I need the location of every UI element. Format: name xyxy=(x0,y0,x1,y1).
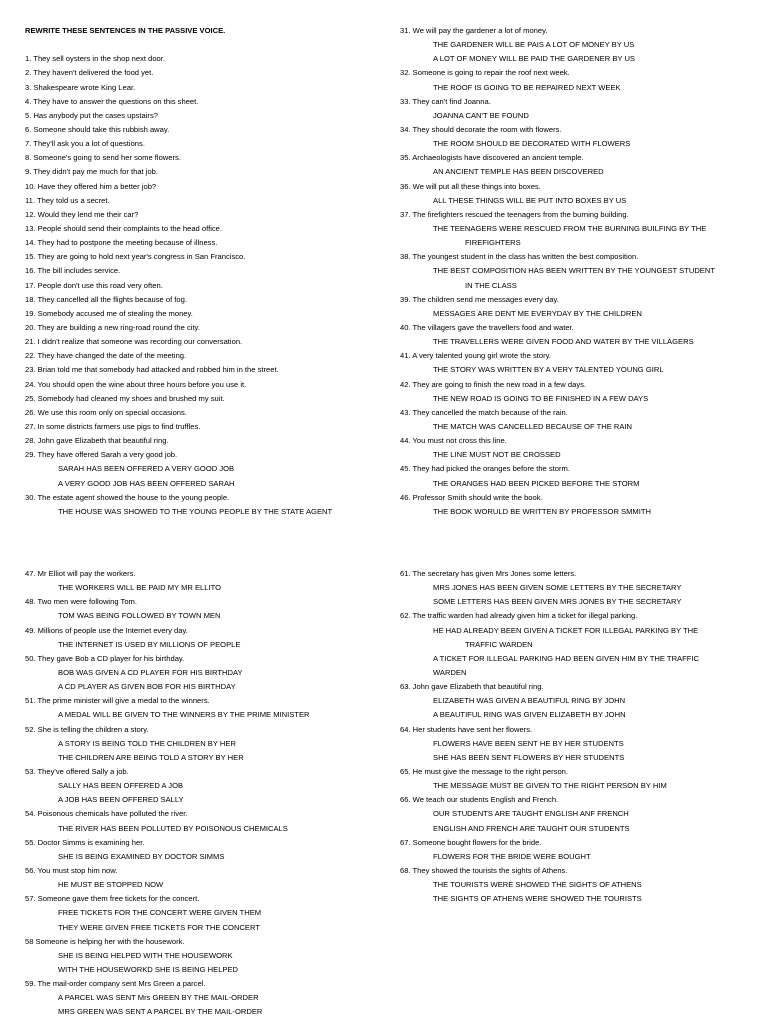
exercise-sentence: 23. Brian told me that somebody had attacked and robbed him in the street. xyxy=(25,365,279,375)
answer-line: A CD PLAYER AS GIVEN BOB FOR HIS BIRTHDAY xyxy=(58,682,236,692)
exercise-sentence: 22. They have changed the date of the meeting. xyxy=(25,351,187,361)
answer-line: MESSAGES ARE DENT ME EVERYDAY BY THE CHILDREN xyxy=(433,308,642,318)
answer-line: THE SIGHTS OF ATHENS WERE SHOWED THE TOURISTS xyxy=(433,894,642,904)
exercise-sentence: 50. They gave Bob a CD player for his birthday. xyxy=(25,653,185,663)
answer-line: SHE IS BEING HELPED WITH THE HOUSEWORK xyxy=(58,950,233,960)
exercise-sentence: 19. Somebody accused me of stealing the money. xyxy=(25,308,193,318)
answer-line: ELIZABETH WAS GIVEN A BEAUTIFUL RING BY JOHN xyxy=(433,696,626,706)
answer-line: THE ROOM SHOULD BE DECORATED WITH FLOWERS xyxy=(433,139,631,149)
exercise-sentence: 63. John gave Elizabeth that beautiful ring. xyxy=(400,682,544,692)
exercise-sentence: 67. Someone bought flowers for the bride. xyxy=(400,837,542,847)
answer-line: A MEDAL WILL BE GIVEN TO THE WINNERS BY THE PRIME MINISTER xyxy=(58,710,310,720)
exercise-sentence: 53. They've offered Sally a job. xyxy=(25,766,129,776)
answer-line: THE HOUSE WAS SHOWED TO THE YOUNG PEOPLE BY THE STATE AGENT xyxy=(58,506,333,516)
exercise-sentence: 34. They should decorate the room with flowers. xyxy=(400,124,562,134)
exercise-sentence: 44. You must not cross this line. xyxy=(400,436,507,446)
exercise-sentence: 14. They had to postpone the meeting because of illness. xyxy=(25,238,218,248)
page1-left-list xyxy=(25,52,375,519)
exercise-sentence: 28. John gave Elizabeth that beautiful ring. xyxy=(25,436,169,446)
answer-line: AN ANCIENT TEMPLE HAS BEEN DISCOVERED xyxy=(433,167,604,177)
answer-line: THE TOURISTS WERE SHOWED THE SIGHTS OF ATHENS xyxy=(433,880,642,890)
answer-line: THE ORANGES HAD BEEN PICKED BEFORE THE STORM xyxy=(433,478,640,488)
answer-line: A LOT OF MONEY WILL BE PAID THE GARDENER BY US xyxy=(433,54,635,64)
exercise-sentence: 43. They cancelled the match because of the rain. xyxy=(400,407,568,417)
exercise-sentence: 52. She is telling the children a story. xyxy=(25,724,149,734)
exercise-sentence: 18. They cancelled all the flights because of fog. xyxy=(25,294,187,304)
exercise-sentence: 42. They are going to finish the new road in a few days. xyxy=(400,379,587,389)
exercise-sentence: 59. The mail-order company sent Mrs Green a parcel. xyxy=(25,979,206,989)
answer-line: A TICKET FOR ILLEGAL PARKING HAD BEEN GIVEN HIM BY THE TRAFFIC xyxy=(433,653,699,663)
exercise-sentence: 55. Doctor Simms is examining her. xyxy=(25,837,145,847)
exercise-sentence: 27. In some districts farmers use pigs to find truffles. xyxy=(25,421,201,431)
answer-line: THE NEW ROAD IS GOING TO BE FINISHED IN A FEW DAYS xyxy=(433,393,649,403)
exercise-sentence: 17. People don't use this road very often. xyxy=(25,280,163,290)
exercise-sentence: 61. The secretary has given Mrs Jones some letters. xyxy=(400,569,577,578)
answer-line: THE ROOF IS GOING TO BE REPAIRED NEXT WEEK xyxy=(433,82,621,92)
exercise-sentence: 65. He must give the message to the right person. xyxy=(400,766,568,776)
exercise-sentence: 9. They didn't pay me much for that job. xyxy=(25,167,159,177)
answer-line: THE INTERNET IS USED BY MILLIONS OF PEOPLE xyxy=(58,639,241,649)
answer-line: A PARCEL WAS SENT Mrs GREEN BY THE MAIL-ORDER xyxy=(58,993,259,1003)
exercise-sentence: 31. We will pay the gardener a lot of money. xyxy=(400,26,548,35)
answer-line: THE BOOK WORULD BE WRITTEN BY PROFESSOR SMMITH xyxy=(433,506,651,516)
exercise-sentence: 36. We will put all these things into boxes. xyxy=(400,181,541,191)
answer-line: THE LINE MUST NOT BE CROSSED xyxy=(433,450,561,460)
exercise-sentence: 4. They have to answer the questions on this sheet. xyxy=(25,96,199,106)
page1-right-column xyxy=(400,24,740,519)
exercise-sentence: 24. You should open the wine about three hours before you use it. xyxy=(25,379,247,389)
exercise-sentence: 1. They sell oysters in the shop next door. xyxy=(25,54,166,64)
exercise-sentence: 47. Mr Elliot will pay the workers. xyxy=(25,569,136,578)
answer-line: OUR STUDENTS ARE TAUGHT ENGLISH ANF FRENCH xyxy=(433,809,629,819)
exercise-sentence: 49. Millions of people use the Internet every day. xyxy=(25,625,188,635)
answer-line: SARAH HAS BEEN OFFERED A VERY GOOD JOB xyxy=(58,464,235,474)
answer-line: SOME LETTERS HAS BEEN GIVEN MRS JONES BY THE SECRETARY xyxy=(433,597,682,607)
answer-line: WARDEN xyxy=(433,667,467,677)
page2-right-column xyxy=(400,567,740,906)
answer-line: IN THE CLASS xyxy=(465,280,517,290)
exercise-sentence: 39. The children send me messages every day. xyxy=(400,294,559,304)
answer-line: FREE TICKETS FOR THE CONCERT WERE GIVEN THEM xyxy=(58,908,262,918)
spacer xyxy=(25,38,375,52)
exercise-sentence: 5. Has anybody put the cases upstairs? xyxy=(25,110,158,120)
exercise-sentence: 32. Someone is going to repair the roof next week. xyxy=(400,68,570,78)
answer-line: MRS JONES HAS BEEN GIVEN SOME LETTERS BY THE SECRETARY xyxy=(433,583,682,593)
exercise-sentence: 10. Have they offered him a better job? xyxy=(25,181,157,191)
exercise-sentence: 40. The villagers gave the travellers food and water. xyxy=(400,322,574,332)
answer-line: THE CHILDREN ARE BEING TOLD A STORY BY HER xyxy=(58,752,244,762)
answer-line: SALLY HAS BEEN OFFERED A JOB xyxy=(58,781,184,791)
answer-line: WITH THE HOUSEWORKD SHE IS BEING HELPED xyxy=(58,964,239,974)
answer-line: ENGLISH AND FRENCH ARE TAUGHT OUR STUDENTS xyxy=(433,823,630,833)
exercise-sentence: 20. They are building a new ring-road round the city. xyxy=(25,322,200,332)
page2-left-list xyxy=(25,567,375,1020)
answer-line: THEY WERE GIVEN FREE TICKETS FOR THE CONCERT xyxy=(58,922,260,932)
page2-right-list xyxy=(400,567,740,906)
answer-line: A VERY GOOD JOB HAS BEEN OFFERED SARAH xyxy=(58,478,235,488)
answer-line: THE MATCH WAS CANCELLED BECAUSE OF THE RAIN xyxy=(433,421,633,431)
exercise-sentence: 16. The bill includes service. xyxy=(25,266,121,276)
answer-line: MRS GREEN WAS SENT A PARCEL BY THE MAIL-ORDER xyxy=(58,1007,263,1017)
answer-line: TRAFFIC WARDEN xyxy=(465,639,533,649)
exercise-sentence: 46. Professor Smith should write the book. xyxy=(400,492,543,502)
exercise-sentence: 64. Her students have sent her flowers. xyxy=(400,724,533,734)
answer-line: JOANNA CAN'T BE FOUND xyxy=(433,110,529,120)
answer-line: FIREFIGHTERS xyxy=(465,238,521,248)
answer-line: SHE HAS BEEN SENT FLOWERS BY HER STUDENTS xyxy=(433,752,625,762)
exercise-sentence: 30. The estate agent showed the house to the young people. xyxy=(25,492,230,502)
exercise-sentence: 26. We use this room only on special occasions. xyxy=(25,407,187,417)
exercise-sentence: 56. You must stop him now. xyxy=(25,865,118,875)
exercise-sentence: 21. I didn't realize that someone was recording our conversation. xyxy=(25,337,243,347)
exercise-sentence: 38. The youngest student in the class has written the best composition. xyxy=(400,252,639,262)
answer-line: A STORY IS BEING TOLD THE CHILDREN BY HER xyxy=(58,738,236,748)
exercise-sentence: 48. Two men were following Tom. xyxy=(25,597,137,607)
exercise-sentence: 41. A very talented young girl wrote the story. xyxy=(400,351,551,361)
answer-line: THE BEST COMPOSITION HAS BEEN WRITTEN BY THE YOUNGEST STUDENT xyxy=(433,266,715,276)
page2-left-column xyxy=(25,567,375,1020)
answer-line: FLOWERS FOR THE BRIDE WERE BOUGHT xyxy=(433,851,591,861)
exercise-sentence: 29. They have offered Sarah a very good job. xyxy=(25,450,178,460)
exercise-sentence: 68. They showed the tourists the sights of Athens. xyxy=(400,865,568,875)
exercise-sentence: 33. They can't find Joanna. xyxy=(400,96,491,106)
exercise-sentence: 13. People should send their complaints to the head office. xyxy=(25,223,223,233)
exercise-sentence: 12. Would they lend me their car? xyxy=(25,209,139,219)
answer-line: THE TRAVELLERS WERE GIVEN FOOD AND WATER BY THE VILLAGERS xyxy=(433,337,694,347)
answer-line: THE MESSAGE MUST BE GIVEN TO THE RIGHT PERSON BY HIM xyxy=(433,781,667,791)
exercise-sentence: 6. Someone should take this rubbish away. xyxy=(25,124,170,134)
answer-line: HE HAD ALREADY BEEN GIVEN A TICKET FOR ILLEGAL PARKING BY THE xyxy=(433,625,699,635)
answer-line: ALL THESE THINGS WILL BE PUT INTO BOXES BY US xyxy=(433,195,627,205)
answer-line: THE RIVER HAS BEEN POLLUTED BY POISONOUS CHEMICALS xyxy=(58,823,288,833)
answer-line: THE STORY WAS WRITTEN BY A VERY TALENTED YOUNG GIRL xyxy=(433,365,664,375)
answer-line: TOM WAS BEING FOLLOWED BY TOWN MEN xyxy=(58,611,221,621)
exercise-sentence: 2. They haven't delivered the food yet. xyxy=(25,68,154,78)
worksheet-title: REWRITE THESE SENTENCES IN THE PASSIVE VOICE. xyxy=(25,26,226,35)
answer-line: A BEAUTIFUL RING WAS GIVEN ELIZABETH BY JOHN xyxy=(433,710,626,720)
exercise-sentence: 11. They told us a secret. xyxy=(25,195,110,205)
exercise-sentence: 15. They are going to hold next year's congress in San Francisco. xyxy=(25,252,246,262)
answer-line: FLOWERS HAVE BEEN SENT HE BY HER STUDENTS xyxy=(433,738,624,748)
exercise-sentence: 45. They had picked the oranges before the storm. xyxy=(400,464,570,474)
exercise-sentence: 7. They'll ask you a lot of questions. xyxy=(25,139,145,149)
exercise-sentence: 57. Someone gave them free tickets for the concert. xyxy=(25,894,200,904)
exercise-sentence: 25. Somebody had cleaned my shoes and brushed my suit. xyxy=(25,393,225,403)
answer-line: THE TEENAGERS WERE RESCUED FROM THE BURNING BUILFING BY THE xyxy=(433,223,707,233)
answer-line: SHE IS BEING EXAMINED BY DOCTOR SIMMS xyxy=(58,851,225,861)
exercise-sentence: 35. Archaeologists have discovered an ancient temple. xyxy=(400,153,584,163)
page1-left-column xyxy=(25,24,375,519)
exercise-sentence: 8. Someone's going to send her some flowers. xyxy=(25,153,181,163)
exercise-sentence: 3. Shakespeare wrote King Lear. xyxy=(25,82,136,92)
exercise-sentence: 62. The traffic warden had already given him a ticket for illegal parking. xyxy=(400,611,638,621)
exercise-sentence: 51. The prime minister will give a medal to the winners. xyxy=(25,696,210,706)
answer-line: HE MUST BE STOPPED NOW xyxy=(58,880,164,890)
answer-line: A JOB HAS BEEN OFFERED SALLY xyxy=(58,795,184,805)
exercise-sentence: 66. We teach our students English and French. xyxy=(400,795,559,805)
exercise-sentence: 37. The firefighters rescued the teenagers from the burning building. xyxy=(400,209,629,219)
exercise-sentence: 54. Poisonous chemicals have polluted the river. xyxy=(25,809,188,819)
answer-line: THE WORKERS WILL BE PAID MY MR ELLITO xyxy=(58,583,222,593)
answer-line: BOB WAS GIVEN A CD PLAYER FOR HIS BIRTHDAY xyxy=(58,667,243,677)
exercise-sentence: 58 Someone is helping her with the housework. xyxy=(25,936,185,946)
page1-right-list xyxy=(400,24,740,519)
answer-line: THE GARDENER WILL BE PAIS A LOT OF MONEY BY US xyxy=(433,40,635,50)
